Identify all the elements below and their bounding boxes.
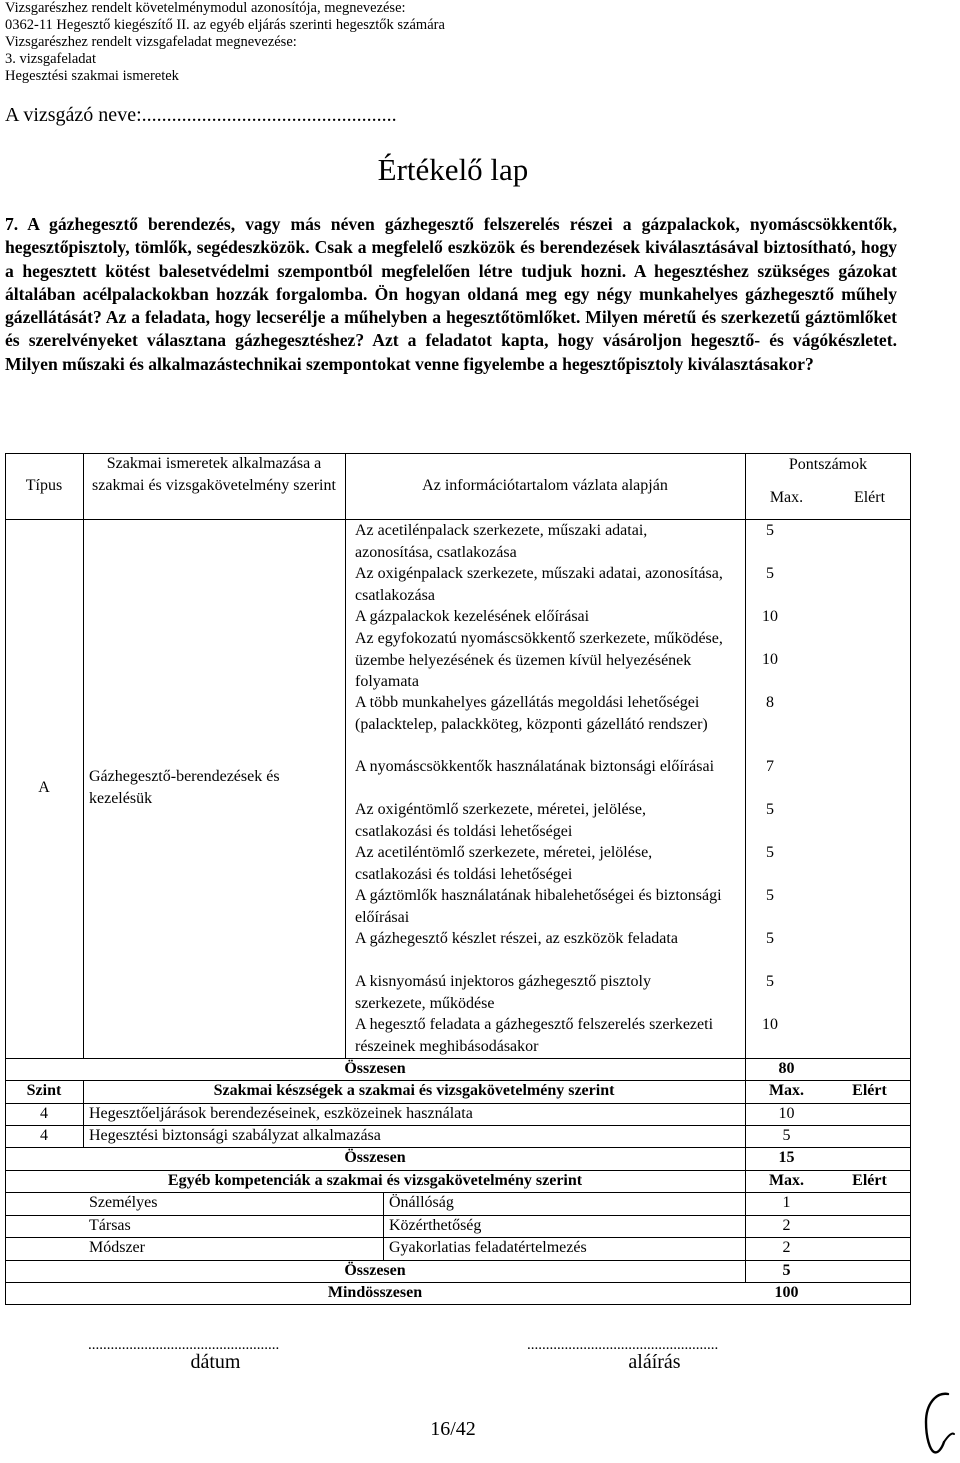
col-knowledge-header: Szakmai ismeretek alkalmazása a szakmai és vizsgakövetelmény szerint bbox=[92, 455, 336, 494]
skill-level-2: 4 bbox=[40, 1127, 48, 1144]
competence-group-1: Személyes bbox=[89, 1194, 158, 1211]
section-a-knowledge: Gázhegesztő-berendezések és kezelésük bbox=[89, 768, 280, 807]
competence-max-2: 2 bbox=[782, 1217, 791, 1234]
competences-total-label: Összesen bbox=[344, 1262, 406, 1279]
table-border-bottom bbox=[5, 1304, 911, 1305]
topic-max-4: 10 bbox=[762, 651, 778, 668]
section-a-type: A bbox=[38, 779, 50, 796]
topic-row-7: Az oxigéntömlő szerkezete, méretei, jelölése, csatlakozási és toldási lehetőségei bbox=[355, 801, 646, 840]
topic-row-4: Az egyfokozatú nyomáscsökkentő szerkezete, működése, üzembe helyezésének és üzemen kívül helyezésének folyamata bbox=[355, 630, 723, 690]
skill-level-1: 4 bbox=[40, 1105, 48, 1122]
competences-total-max: 5 bbox=[782, 1262, 791, 1279]
grand-total-max: 100 bbox=[774, 1284, 799, 1301]
competence-label-2: Közérthetőség bbox=[389, 1217, 482, 1234]
task-description: 7. A gázhegesztő berendezés, vagy más néven gázhegesztő felszerelés részei a gázpalackok, nyomáscsökkentők, hegesztőpisztoly, tömlők, segédeszközök. Csak a megfelelő eszközök és berendezések kiválasztásával biztosítható, hogy a hegesztett kötést balesetvédelmi szempontból megfelelően létre tudjuk hozni. A hegesztéshez szükséges gázokat általában acélpalackokban hozzák forgalomba. Ön hogyan oldaná meg egy négy munkahelyes gázhegesztő műhely gázellátását? Az a feladata, hogy lecserélje a műhelyben a hegesztőtömlőket. Milyen méretű és szerkezetű gáztömlőket és szerelvényeket választana gázhegesztéshez? Azt a feladatot kapta, hogy vásároljon hegesztő- és vágókészletet. Milyen műszaki és alkalmazástechnikai szempontokat venne figyelembe a hegesztőpisztoly kiválasztásakor? bbox=[5, 214, 897, 374]
col-got-header: Elért bbox=[853, 489, 886, 506]
header-module-label: Vizsgarészhez rendelt követelménymodul azonosítója, megnevezése: bbox=[5, 0, 406, 16]
date-label: dátum bbox=[190, 1351, 241, 1373]
signature-label: aláírás bbox=[628, 1351, 681, 1373]
col-points-header: Pontszámok bbox=[788, 456, 868, 473]
topic-row-6: A nyomáscsökkentők használatának biztonsági előírásai bbox=[355, 758, 715, 775]
skill-label-1: Hegesztőeljárások berendezéseinek, eszközeinek használata bbox=[89, 1105, 473, 1122]
topic-max-10: 5 bbox=[766, 930, 774, 947]
page-title: Értékelő lap bbox=[377, 152, 529, 187]
header-task-number: 3. vizsgafeladat bbox=[5, 51, 96, 67]
grand-total-label: Mindösszesen bbox=[327, 1284, 423, 1301]
topic-row-11: A kisnyomású injektoros gázhegesztő pisztoly szerkezete, működése bbox=[355, 973, 651, 1012]
header-task-label: Vizsgarészhez rendelt vizsgafeladat megnevezése: bbox=[5, 34, 297, 50]
divider-type-col bbox=[83, 453, 84, 1058]
competence-label-1: Önállóság bbox=[389, 1194, 454, 1211]
skills-total-label: Összesen bbox=[344, 1149, 406, 1166]
topic-row-8: Az acetiléntömlő szerkezete, méretei, jelölése, csatlakozási és toldási lehetőségei bbox=[355, 844, 653, 883]
skills-total-max: 15 bbox=[778, 1149, 795, 1166]
topic-max-11: 5 bbox=[766, 973, 774, 990]
examinee-name-line: A vizsgázó neve:................................................... bbox=[5, 104, 397, 126]
competence-group-3: Módszer bbox=[89, 1239, 145, 1256]
skills-got-header: Elért bbox=[852, 1082, 887, 1099]
competence-group-2: Társas bbox=[89, 1217, 131, 1234]
divider-knowledge-col bbox=[345, 453, 346, 1058]
col-info-header: Az információtartalom vázlata alapján bbox=[422, 477, 668, 494]
topic-row-3: A gázpalackok kezelésének előírásai bbox=[355, 608, 590, 625]
competence-label-3: Gyakorlatias feladatértelmezés bbox=[389, 1239, 587, 1256]
score-table bbox=[5, 453, 911, 1305]
competence-max-3: 2 bbox=[782, 1239, 791, 1256]
handwritten-mark-icon bbox=[922, 1388, 958, 1458]
topic-row-12: A hegesztő feladata a gázhegesztő felszerelés szerkezeti részeinek meghibásodásakor bbox=[355, 1016, 714, 1055]
topic-row-1: Az acetilénpalack szerkezete, műszaki adatai, azonosítása, csatlakozása bbox=[355, 522, 648, 561]
topic-max-2: 5 bbox=[766, 565, 774, 582]
page-number: 16/42 bbox=[430, 1418, 476, 1440]
competences-title: Egyéb kompetenciák a szakmai és vizsgakövetelmény szerint bbox=[167, 1172, 583, 1189]
col-max-header: Max. bbox=[769, 489, 804, 506]
skills-level-header: Szint bbox=[26, 1082, 62, 1099]
topic-row-5: A több munkahelyes gázellátás megoldási lehetőségei (palacktelep, palackköteg, központi gázellátó rendszer) bbox=[355, 694, 708, 733]
date-dots: ................................................... bbox=[88, 1337, 280, 1353]
header-task-name: Hegesztési szakmai ismeretek bbox=[5, 68, 179, 84]
skill-max-1: 10 bbox=[778, 1105, 795, 1122]
topic-max-9: 5 bbox=[766, 887, 774, 904]
topic-max-6: 7 bbox=[766, 758, 774, 775]
competences-max-header: Max. bbox=[768, 1172, 805, 1189]
topic-max-3: 10 bbox=[762, 608, 778, 625]
skills-max-header: Max. bbox=[768, 1082, 805, 1099]
topic-max-8: 5 bbox=[766, 844, 774, 861]
divider-comp-group bbox=[383, 1192, 384, 1260]
signature-dots: ................................................... bbox=[527, 1337, 719, 1353]
section-a-total-label: Összesen bbox=[344, 1060, 406, 1077]
topic-row-2: Az oxigénpalack szerkezete, műszaki adatai, azonosítása, csatlakozása bbox=[355, 565, 723, 604]
section-a-total-max: 80 bbox=[778, 1060, 795, 1077]
topic-row-9: A gáztömlők használatának hibalehetőségei és biztonsági előírásai bbox=[355, 887, 722, 926]
header-module-name: 0362-11 Hegesztő kiegészítő II. az egyéb eljárás szerinti hegesztők számára bbox=[5, 17, 445, 33]
topic-row-10: A gázhegesztő készlet részei, az eszközök feladata bbox=[355, 930, 678, 947]
topic-max-12: 10 bbox=[762, 1016, 778, 1033]
skills-title: Szakmai készségek a szakmai és vizsgakövetelmény szerint bbox=[213, 1082, 615, 1099]
topic-max-1: 5 bbox=[766, 522, 774, 539]
col-type-header: Típus bbox=[25, 477, 63, 494]
competence-max-1: 1 bbox=[782, 1194, 791, 1211]
topic-max-5: 8 bbox=[766, 694, 774, 711]
topic-max-7: 5 bbox=[766, 801, 774, 818]
skill-label-2: Hegesztési biztonsági szabályzat alkalmazása bbox=[89, 1127, 381, 1144]
skill-max-2: 5 bbox=[782, 1127, 791, 1144]
competences-got-header: Elért bbox=[852, 1172, 887, 1189]
